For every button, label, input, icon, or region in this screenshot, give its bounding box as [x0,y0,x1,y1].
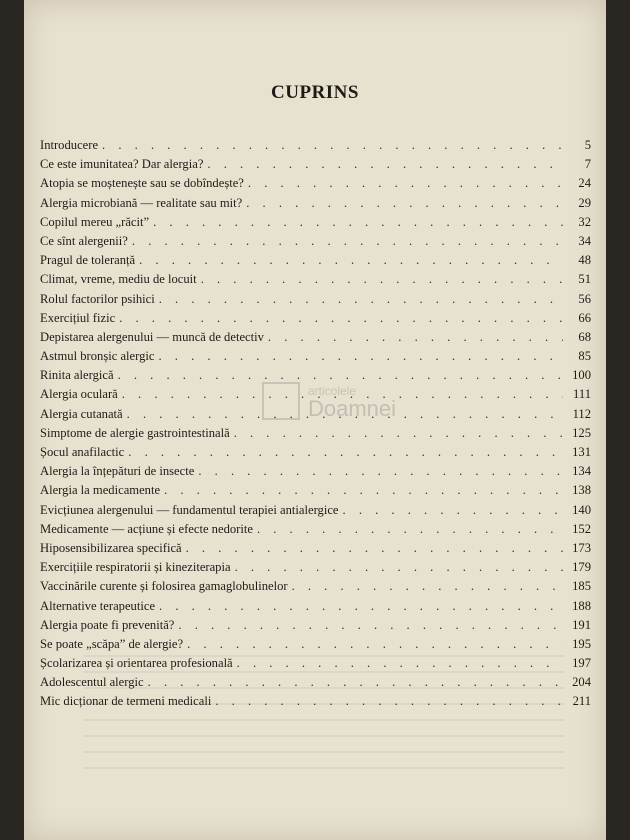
toc-entry-title: Alergia poate fi prevenită? [40,617,175,632]
toc-leader-dots [139,253,563,268]
toc-entry-page: 32 [578,214,591,229]
toc-leader-dots [122,387,563,402]
toc-entry-page: 188 [572,598,591,613]
toc-entry-title: Alergia oculară [40,387,118,402]
toc-entry-page: 5 [584,138,591,152]
toc-entry-title: Astmul bronșic alergic [40,349,155,364]
toc-leader-dots [159,599,563,614]
toc-entry-title: Vaccinările curente și folosirea gamaglobulinelor [40,579,288,594]
toc-entry-page: 112 [572,406,591,421]
toc-leader-dots [292,579,563,594]
toc-entry-title: Simptome de alergie gastrointestinală [40,425,230,440]
toc-entry [40,579,591,598]
toc-leader-dots [127,407,563,422]
toc-entry-title: Ce este imunitatea? Dar alergia? [40,157,204,172]
toc-entry-page: 197 [572,656,591,671]
toc-entry-page: 131 [572,445,591,459]
toc-entry-title: Alergia la medicamente [40,483,161,498]
toc-entry [40,311,591,330]
toc-leader-dots [148,675,563,690]
toc-leader-dots [164,483,563,498]
toc-entry [40,368,591,387]
toc-entry [40,349,591,368]
toc-entry [40,272,591,291]
table-of-contents [40,138,591,714]
toc-entry-page: 138 [572,483,591,498]
toc-leader-dots [248,176,563,191]
toc-entry [40,234,591,253]
toc-entry-title: Se poate „scăpa” de alergie? [40,636,184,651]
toc-leader-dots [153,215,563,230]
toc-entry-title: Șocul anafilactic [40,445,125,459]
toc-entry-page: 48 [578,253,591,268]
toc-entry [40,157,591,176]
toc-leader-dots [207,157,563,172]
toc-entry [40,215,591,234]
toc-entry-page: 100 [572,368,591,383]
toc-entry-title: Adolescentul alergic [40,675,144,690]
toc-leader-dots [159,292,563,307]
toc-entry [40,253,591,272]
toc-entry [40,541,591,560]
toc-entry-page: 191 [572,617,591,632]
toc-entry-title: Exercițiile respiratorii și kineziterapia [40,560,231,575]
toc-entry-page: 211 [572,694,591,709]
toc-entry-title: Ce sînt alergenii? [40,233,128,248]
toc-entry-title: Alergia la înțepături de insecte [40,464,195,479]
toc-entry [40,599,591,618]
book-page [24,0,606,840]
toc-leader-dots [187,637,563,652]
toc-entry [40,618,591,637]
toc-entry-page: 68 [578,329,591,344]
toc-entry-title: Exercițiul fizic [40,310,116,325]
toc-entry [40,292,591,311]
toc-entry-page: 7 [584,157,591,172]
toc-entry-page: 204 [572,675,591,690]
toc-leader-dots [237,656,563,671]
toc-entry-title: Hiposensibilizarea specifică [40,540,182,555]
watermark-big-text: Doamnei [308,396,397,421]
toc-entry [40,464,591,483]
toc-entry [40,560,591,579]
toc-entry-page: 56 [578,291,591,306]
toc-entry-page: 111 [573,387,591,402]
toc-entry [40,522,591,541]
toc-leader-dots [159,349,564,364]
toc-entry-page: 134 [572,464,591,479]
toc-entry-title: Alergia cutanată [40,406,123,421]
toc-entry-page: 34 [578,233,591,248]
toc-entry-title: Introducere [40,138,99,152]
toc-entry-title: Rinita alergică [40,368,114,383]
toc-entry-title: Climat, vreme, mediu de locuit [40,272,197,287]
toc-entry-title: Atopia se moștenește sau se dobîndește? [40,176,244,191]
toc-entry-page: 125 [572,425,591,440]
toc-entry [40,387,591,406]
toc-entry-title: Alternative terapeutice [40,598,156,613]
toc-leader-dots [257,522,563,537]
toc-entry [40,637,591,656]
toc-leader-dots [118,368,563,383]
toc-entry-page: 51 [578,272,591,287]
toc-entry [40,176,591,195]
toc-leader-dots [178,618,563,633]
toc-leader-dots [215,694,563,709]
toc-leader-dots [198,464,563,479]
toc-entry [40,426,591,445]
toc-entry [40,483,591,502]
toc-entry-title: Copilul mereu „răcit” [40,214,150,229]
toc-entry-page: 66 [578,310,591,325]
page-title: CUPRINS [271,82,359,103]
toc-entry-title: Evicțiunea alergenului — fundamentul terapiei antialergice [40,502,339,517]
toc-entry-title: Școlarizarea și orientarea profesională [40,656,233,671]
toc-entry-page: 173 [572,540,591,555]
toc-entry-title: Medicamente — acțiune și efecte nedorite [40,521,253,536]
toc-entry [40,694,591,713]
toc-leader-dots [102,138,563,153]
toc-entry-page: 185 [572,579,591,594]
toc-entry-page: 195 [572,636,591,651]
toc-leader-dots [128,445,563,460]
toc-leader-dots [343,503,563,518]
toc-leader-dots [201,272,563,287]
toc-entry-title: Mic dicționar de termeni medicali [40,694,212,709]
toc-entry [40,196,591,215]
watermark-small-text: articolele [308,384,357,398]
toc-entry [40,407,591,426]
toc-entry-page: 179 [572,560,591,575]
toc-entry [40,445,591,464]
toc-leader-dots [268,330,563,345]
toc-entry [40,330,591,349]
toc-leader-dots [132,234,563,249]
toc-leader-dots [119,311,563,326]
toc-entry-page: 140 [572,502,591,517]
toc-entry-page: 29 [578,195,591,210]
toc-leader-dots [246,196,563,211]
toc-entry [40,656,591,675]
toc-entry-title: Depistarea alergenului — muncă de detectiv [40,329,264,344]
toc-leader-dots [186,541,563,556]
toc-entry-title: Alergia microbiană — realitate sau mit? [40,195,243,210]
toc-entry [40,675,591,694]
toc-leader-dots [234,426,563,441]
toc-entry-title: Pragul de toleranță [40,253,136,268]
toc-entry-page: 85 [578,349,591,364]
toc-entry-title: Rolul factorilor psihici [40,291,155,306]
toc-entry [40,138,591,157]
toc-leader-dots [235,560,563,575]
toc-entry-page: 152 [572,521,591,536]
toc-entry [40,503,591,522]
toc-entry-page: 24 [578,176,591,191]
